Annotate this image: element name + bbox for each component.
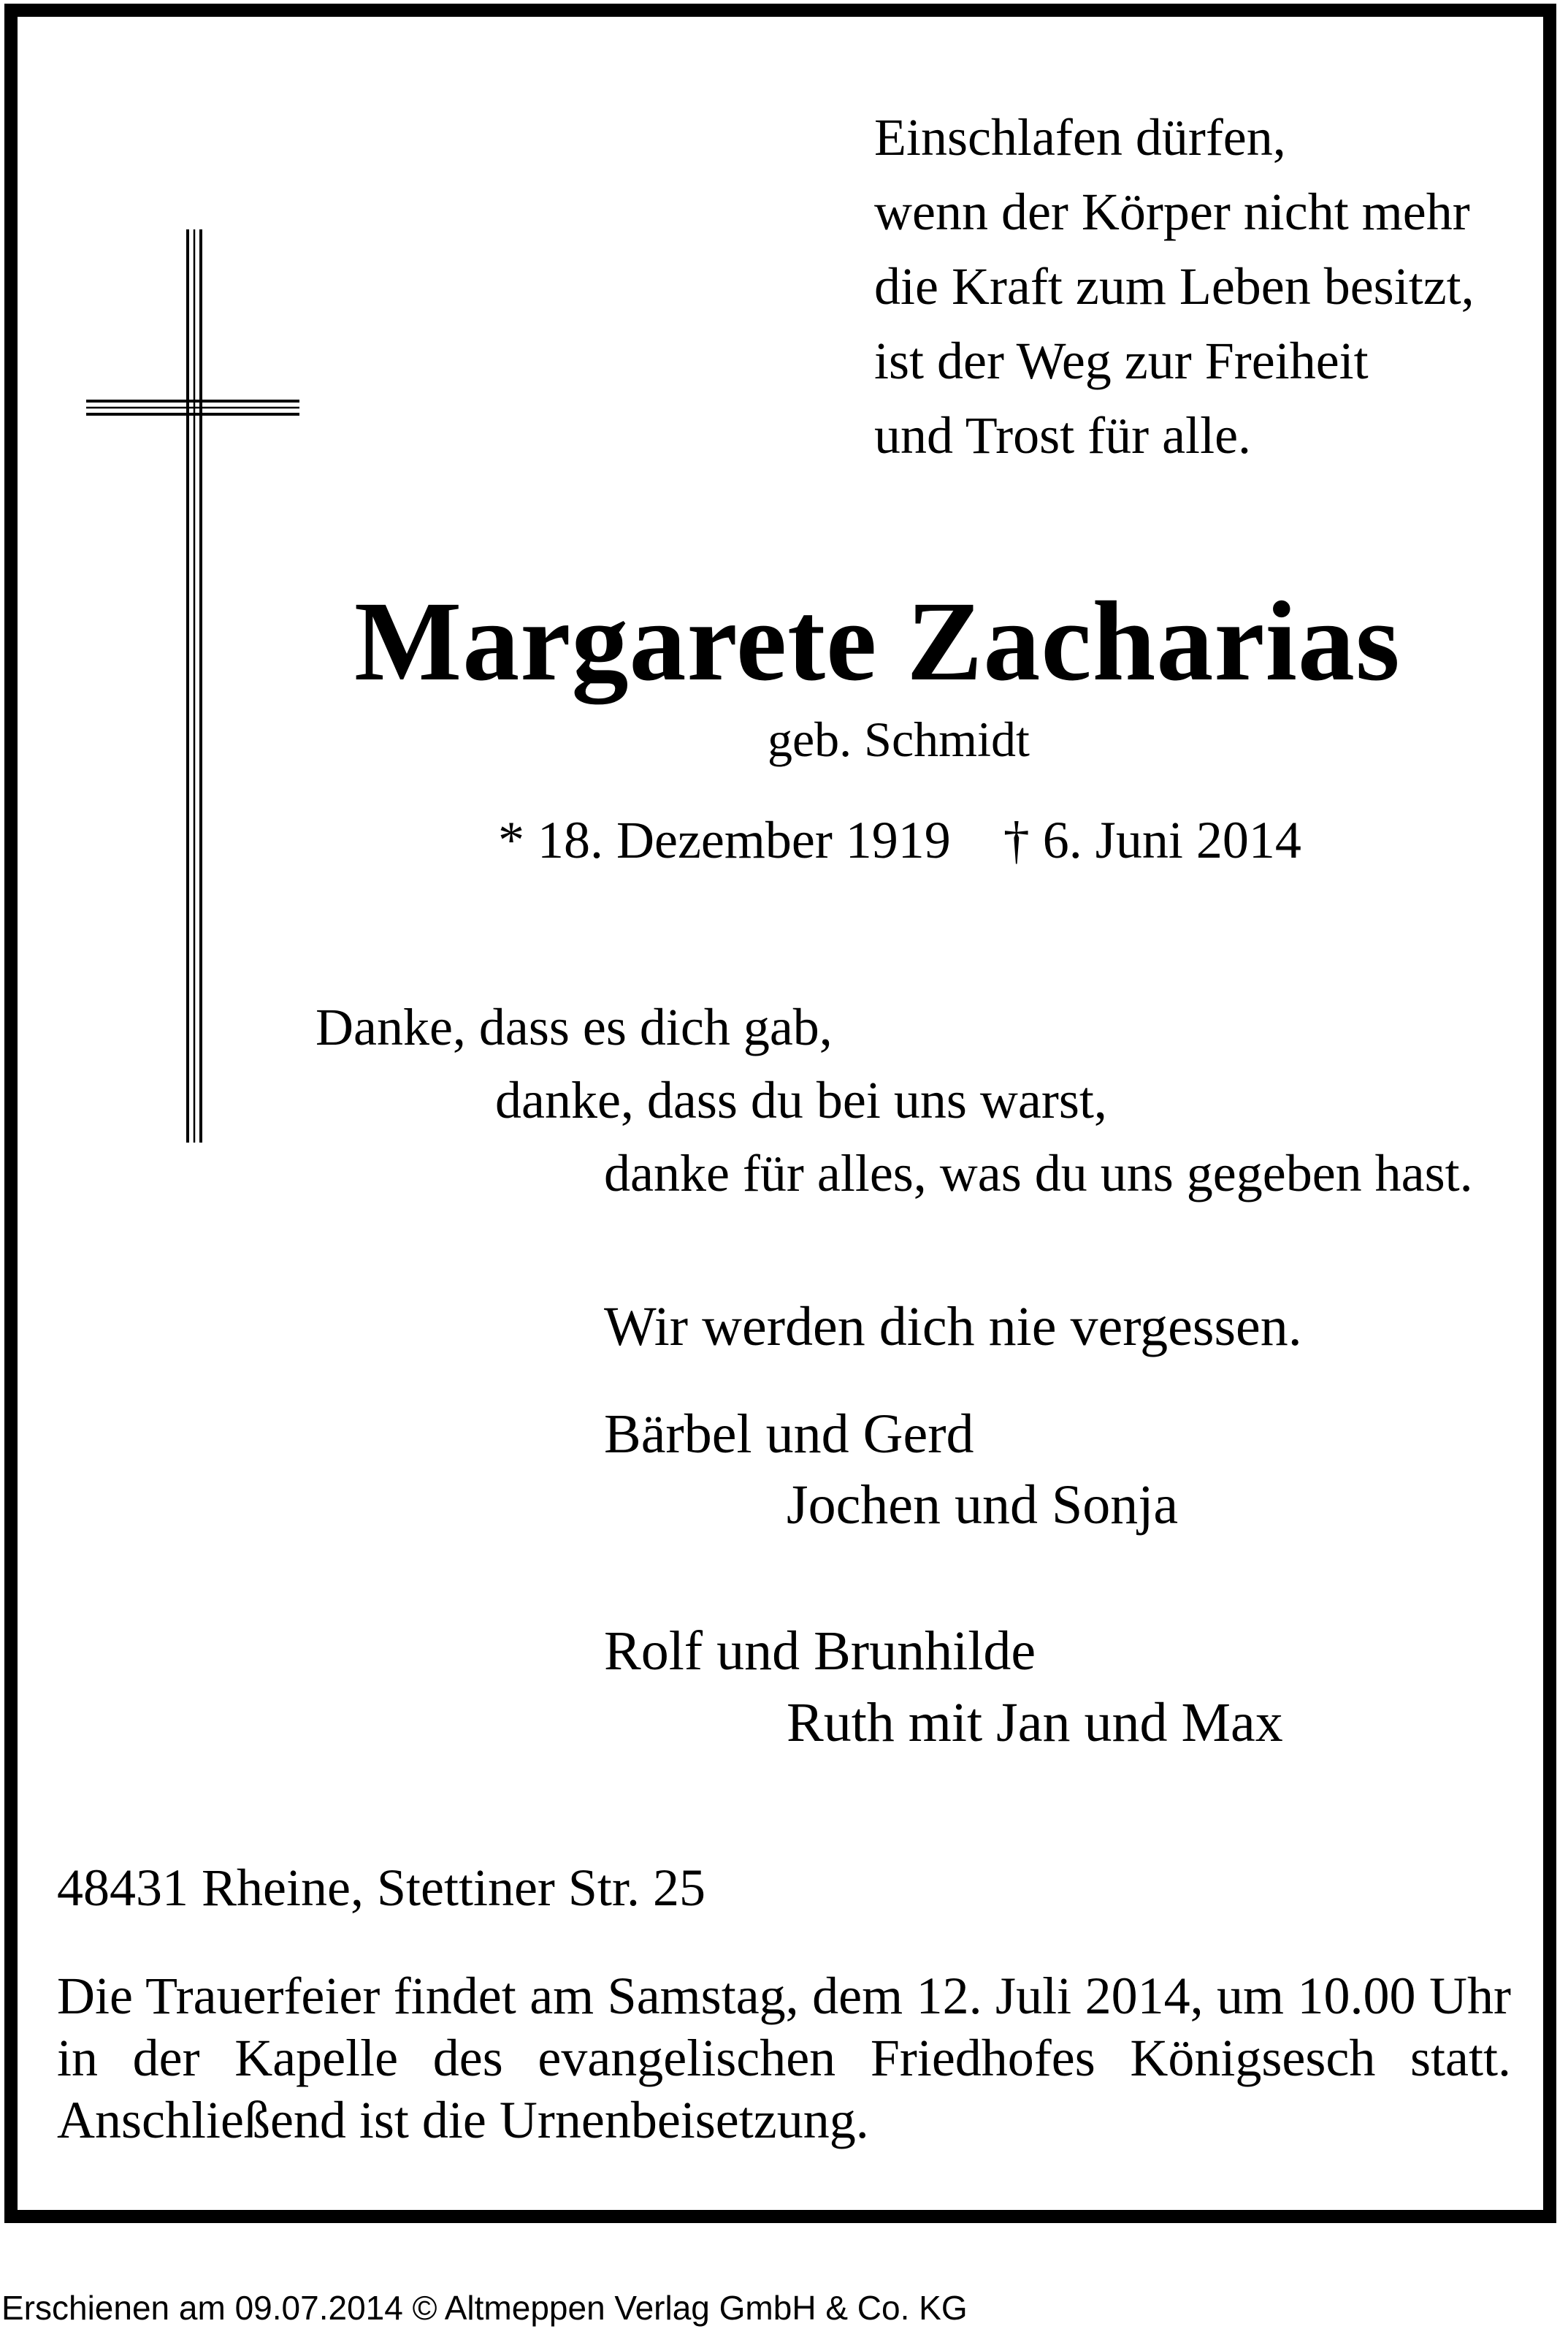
publication-footer: Erschienen am 09.07.2014 © Altmeppen Verlag GmbH & Co. KG xyxy=(1,2289,968,2327)
mourner-1: Bärbel und Gerd xyxy=(604,1403,974,1465)
poem-line-2: wenn der Körper nicht mehr xyxy=(874,183,1470,241)
mourner-4: Ruth mit Jan und Max xyxy=(787,1692,1283,1753)
address: 48431 Rheine, Stettiner Str. 25 xyxy=(57,1859,705,1917)
thanks-line-1: Danke, dass es dich gab, xyxy=(315,998,833,1056)
deceased-name: Margarete Zacharias xyxy=(354,578,1401,704)
funeral-notice: Die Trauerfeier findet am Samstag, dem 12. Juli 2014, um 10.00 Uhr in der Kapelle des evangelischen Friedhofes Königsesch statt. Anschließend ist die Urnenbeisetzung. xyxy=(57,1967,1511,2149)
farewell-line: Wir werden dich nie vergessen. xyxy=(604,1296,1302,1357)
thanks-line-3: danke für alles, was du uns gegeben hast. xyxy=(604,1144,1473,1202)
thanks-line-2: danke, dass du bei uns warst, xyxy=(495,1071,1107,1129)
poem-line-3: die Kraft zum Leben besitzt, xyxy=(874,257,1475,316)
mourner-3: Rolf und Brunhilde xyxy=(604,1620,1036,1682)
life-dates: * 18. Dezember 1919 † 6. Juni 2014 xyxy=(498,811,1301,869)
poem-line-5: und Trost für alle. xyxy=(874,406,1252,465)
mourner-2: Jochen und Sonja xyxy=(787,1474,1179,1536)
cross-icon xyxy=(86,229,299,1143)
poem-line-1: Einschlafen dürfen, xyxy=(874,108,1286,167)
maiden-name: geb. Schmidt xyxy=(768,712,1030,767)
poem-line-4: ist der Weg zur Freiheit xyxy=(874,332,1369,390)
